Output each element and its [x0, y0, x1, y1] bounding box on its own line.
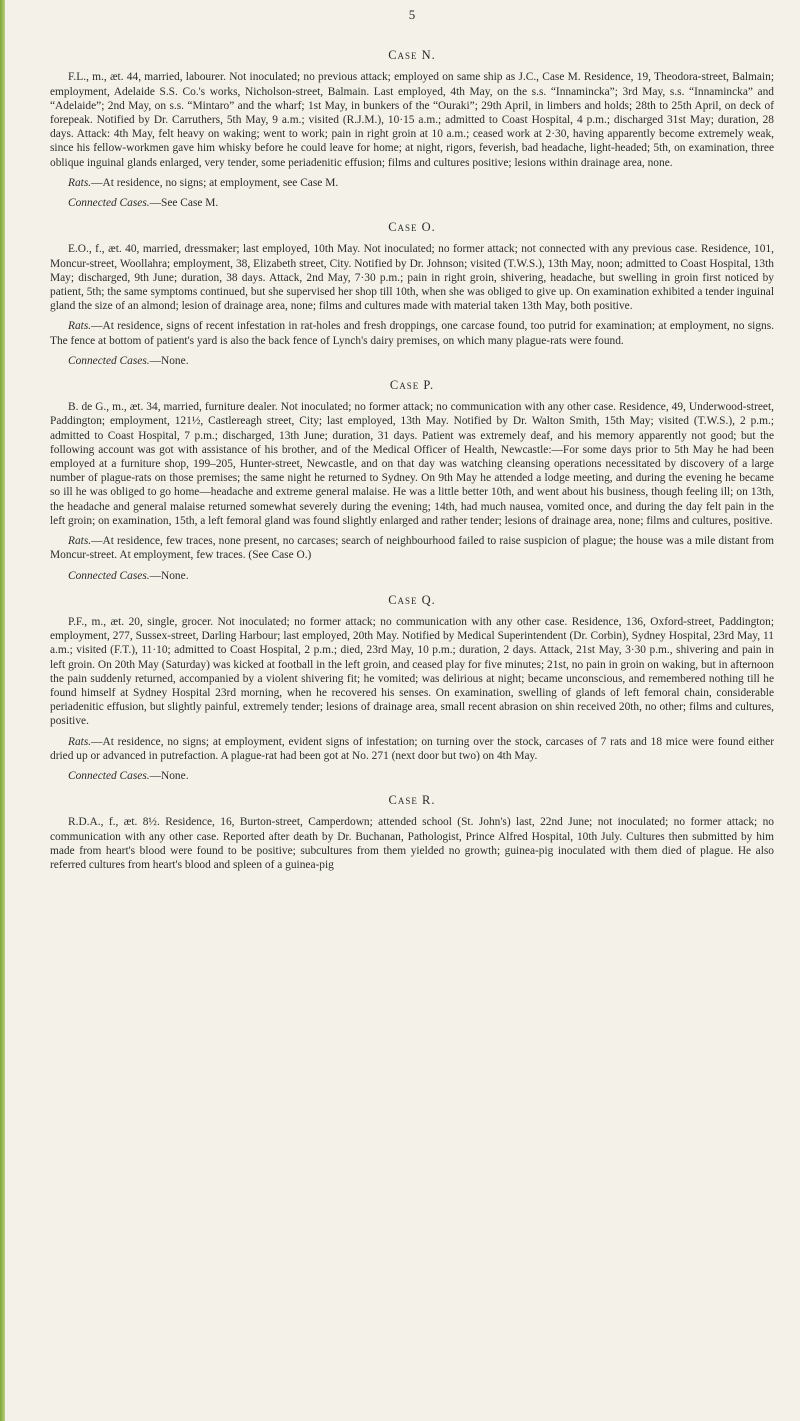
connected-label: Connected Cases.: [68, 569, 150, 582]
page-edge: [0, 0, 5, 1421]
connected-text: —None.: [149, 354, 189, 367]
rats-text: —At residence, no signs; at employment, evident signs of infestation; on turning over the stock, carcases of 7 rats and 18 mice were found either dried up or advanced in putrefaction. A plague-rat had been got at No. 271 (next door but two) on 4th May.: [50, 735, 774, 762]
case-r: [50, 793, 774, 872]
connected-text: —None.: [149, 569, 189, 582]
connected-label: Connected Cases.: [68, 354, 150, 367]
case-body: B. de G., m., æt. 34, married, furniture dealer. Not inoculated; no former attack; no communication with any other case. Residence, 49, Underwood-street, Paddington; employment, 121½, Castlereagh street, City; last employed, 13th May. Notified by Dr. Walton Smith, 15th May; visited (T.W.S.), 2 p.m.; admitted to Coast Hospital, 7 p.m.; discharged, 13th June; duration, 31 days. Patient was extremely deaf, and his memory apparently not good; but the following account was got with assistance of his brother, and of the Medical Officer of Health, Newcastle:—For some days prior to 5th May he had been employed at a furniture shop, 199–205, Hunter-street, Newcastle, and on that day was watching cleansing operations necessitated by discovery of a large number of plague-rats on those premises; the same night he returned to Sydney. On 9th May he attended a lodge meeting, and during the evening he became so ill he was obliged to go home—headache and extreme general malaise. He was a little better 10th, and went about his business, though feeling ill; on 13th, the headache and general malaise returned somewhat severely during the evening; 14th, had much nausea, vomited once, and during the day felt pain in the left groin; on examination, 15th, a left femoral gland was found slightly enlarged and rather tender; lesions of drainage area, none; films and cultures, positive.: [50, 401, 774, 527]
case-n: [50, 48, 774, 210]
rats-paragraph: [50, 735, 774, 763]
rats-label: Rats.: [68, 320, 92, 333]
rats-label: Rats.: [68, 735, 92, 748]
case-body: R.D.A., f., æt. 8½. Residence, 16, Burton-street, Camperdown; attended school (St. John's) last, 22nd June; not inoculated; no former attack; no communication with any other case. Reported after death by Dr. Buchanan, Pathologist, Prince Alfred Hospital, 10th July. Cultures then submitted by him made from heart's blood were found to be positive; subcultures from them yielded no growth; guinea-pig inoculated with them died of plague. He also referred cultures from heart's blood and spleen of a guinea-pig: [50, 816, 774, 871]
rats-text: —At residence, few traces, none present, no carcases; search of neighbourhood failed to raise suspicion of plague; the house was a mile distant from Moncur-street. At employment, few traces. (See Case O.): [50, 535, 774, 562]
case-title: Case P.: [389, 378, 435, 393]
case-title: Case N.: [388, 48, 436, 63]
connected-text: —None.: [149, 769, 189, 782]
rats-paragraph: [50, 319, 774, 347]
rats-paragraph: [50, 176, 774, 190]
document-page: [50, 8, 774, 878]
rats-label: Rats.: [68, 535, 92, 548]
rats-paragraph: [50, 534, 774, 562]
connected-label: Connected Cases.: [68, 769, 150, 782]
connected-paragraph: [50, 769, 774, 783]
rats-text: —At residence, no signs; at employment, see Case M.: [91, 176, 339, 189]
page-number: 5: [408, 7, 416, 22]
case-title: Case O.: [388, 220, 436, 235]
connected-label: Connected Cases.: [68, 197, 150, 210]
case-body: P.F., m., æt. 20, single, grocer. Not inoculated; no former attack; no communication with any other case. Residence, 136, Oxford-street, Paddington; employment, 277, Sussex-street, Darling Harbour; last employed, 20th May. Notified by Medical Superintendent (Dr. Corbin), Sydney Hospital, 23rd May, 11 a.m.; visited (F.T.), 11·10; admitted to Coast Hospital, 2 p.m.; died, 23rd May, 10 p.m.; duration, 2 days. Attack, 21st May, 3·30 p.m., shivering and pain in left groin. On 20th May (Saturday) was kicked at football in the left groin, and ceased play for five minutes; 21st, no pain in groin on waking, but in afternoon the pain suddenly returned, accompanied by a violent shivering fit; he vomited; was delirious at night; became unconscious, and remembered nothing till he found himself at Sydney Hospital 23rd morning, when he recovered his senses. On examination, swelling of glands of left femoral chain, considerable periadenitic effusion, but slightly painful, extremely tender; lesions of drainage area, small recent abrasion on shin received 20th, no other; films and cultures, positive.: [50, 615, 774, 728]
case-p: [50, 378, 774, 583]
case-body: E.O., f., æt. 40, married, dressmaker; last employed, 10th May. Not inoculated; no former attack; not connected with any previous case. Residence, 101, Moncur-street, Woollahra; employment, 38, Elizabeth street, City. Notified by Dr. Johnson; visited (T.W.S.), 13th May, noon; admitted to Coast Hospital, 13th May; discharged, 9th June; duration, 38 days. Attack, 2nd May, 7·30 p.m.; pain in right groin, shivering, headache, but swelling in groin first noticed by patient, 5th; the same symptoms continued, but she supervised her shop till 10th, when she was obliged to give up. On examination exhibited a tender inguinal gland the size of an almond; lesion of drainage area, none; films and cultures made with material taken 13th May, both positive.: [50, 243, 774, 313]
case-title: Case R.: [388, 793, 436, 808]
case-q: [50, 593, 774, 783]
case-body: F.L., m., æt. 44, married, labourer. Not inoculated; no previous attack; employed on same ship as J.C., Case M. Residence, 19, Theodora-street, Balmain; employment, Adelaide S.S. Co.'s works, Nicholson-street, Balmain. Last employed, 4th May, on the s.s. “Innamincka”; 3rd May, s.s. “Innamincka” and “Adelaide”; 2nd May, on s.s. “Mintaro” and the wharf; 1st May, in bunkers of the “Ouraki”; 29th April, in limbers and holds; 28th to 25th April, on deck of forepeak. Notified by Dr. Carruthers, 5th May, 9 a.m.; visited (R.J.M.), 10·15 a.m.; admitted to Coast Hospital, 4 p.m.; discharged 31st May; duration, 28 days. Attack: 4th May, felt heavy on waking; went to work; pain in right groin at 10 a.m.; ceased work at 2·30, having apparently become extremely weak, since his fellow-workmen gave him whisky before he could leave for home; at night, rigors, feverish, bad headache, light-headed; 5th, on examination, three oblique inguinal glands enlarged, very tender, some periadenitic effusion; films and cultures positive; lesions within drainage area, none.: [50, 71, 774, 169]
rats-label: Rats.: [68, 176, 92, 189]
case-o: [50, 220, 774, 368]
connected-paragraph: [50, 569, 774, 583]
case-title: Case Q.: [388, 592, 436, 607]
connected-text: —See Case M.: [149, 197, 219, 210]
rats-text: —At residence, signs of recent infestation in rat-holes and fresh droppings, one carcase found, too putrid for examination; at employment, no signs. The fence at bottom of patient's yard is also the back fence of Lynch's dairy premises, on which many plague-rats were found.: [50, 320, 774, 347]
connected-paragraph: [50, 196, 774, 210]
connected-paragraph: [50, 354, 774, 368]
